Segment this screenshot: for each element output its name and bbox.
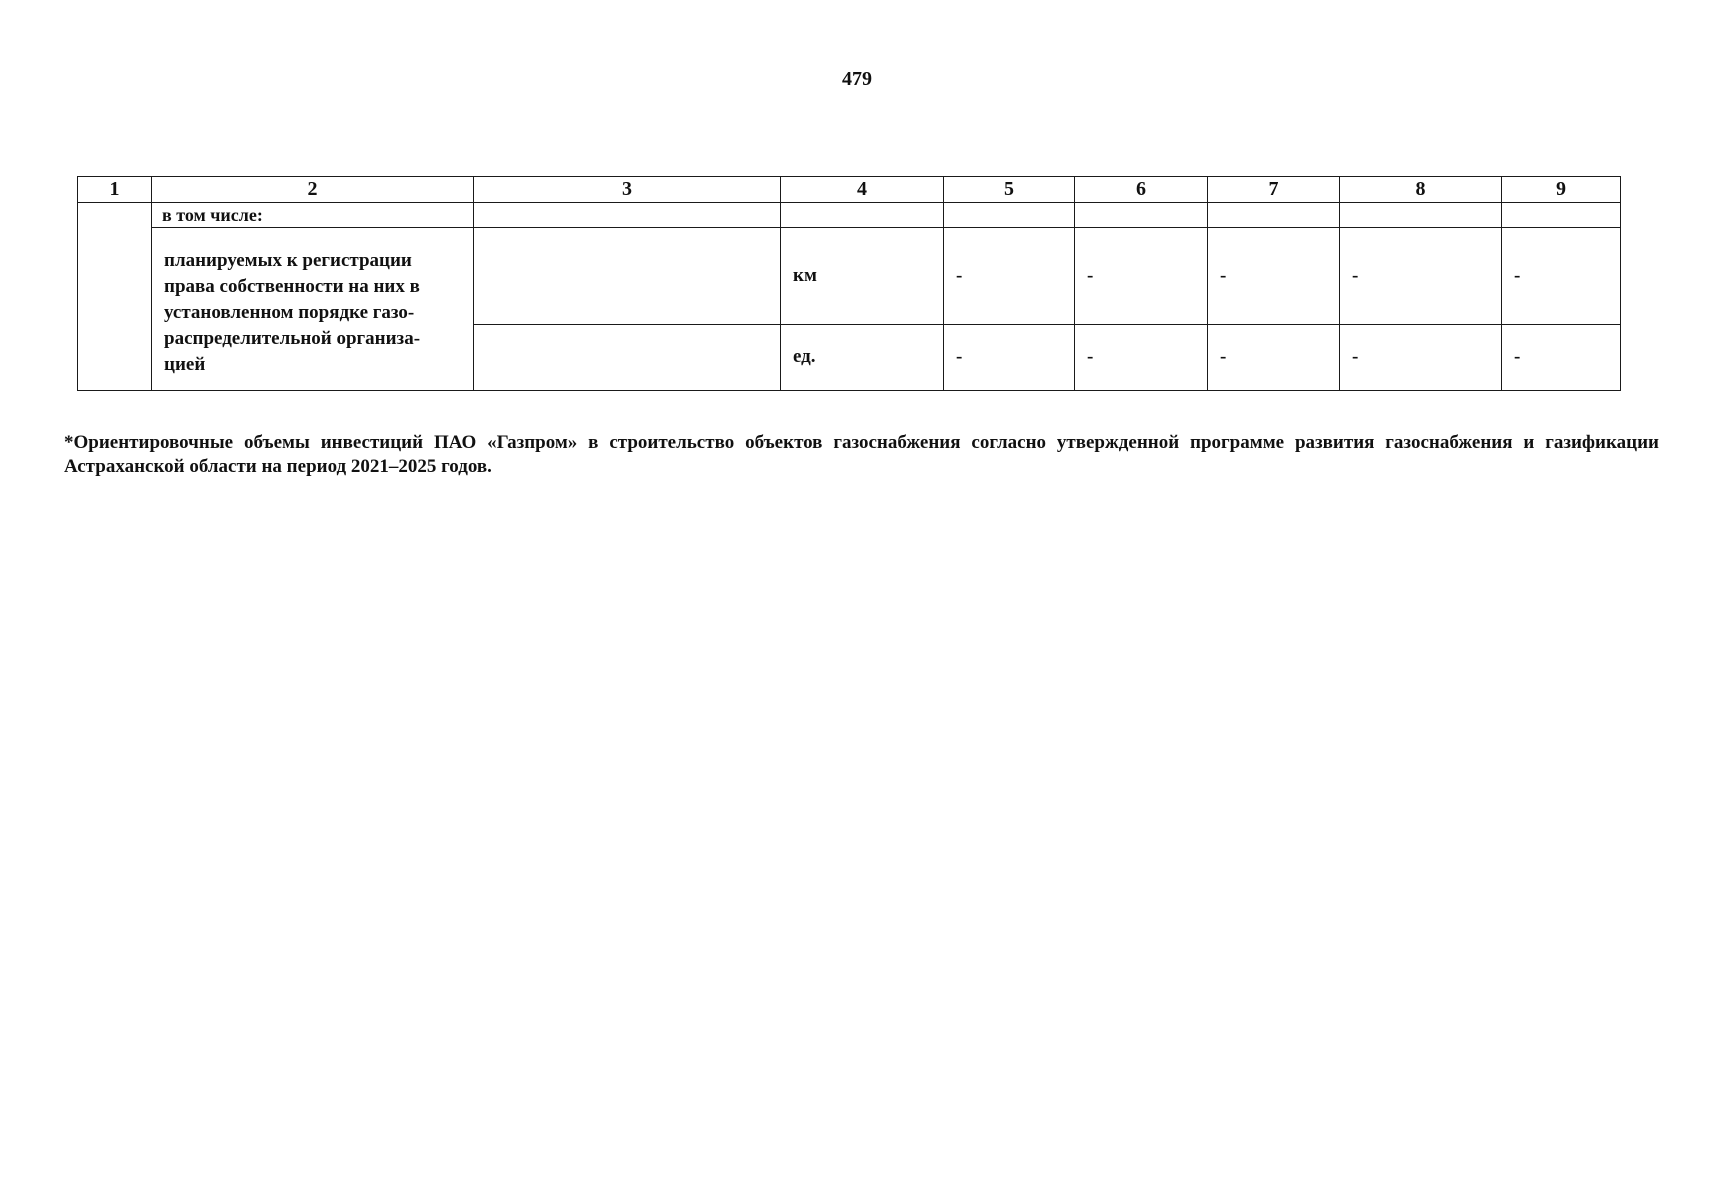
- value-cell: -: [1502, 228, 1621, 325]
- value-cell: -: [1502, 324, 1621, 390]
- value-cell: -: [1075, 324, 1208, 390]
- empty-cell: [944, 203, 1075, 228]
- unit-cell: км: [781, 228, 944, 325]
- empty-cell: [474, 324, 781, 390]
- header-cell-5: 5: [944, 177, 1075, 203]
- header-cell-6: 6: [1075, 177, 1208, 203]
- page-number: 479: [842, 68, 872, 90]
- empty-cell: [474, 228, 781, 325]
- unit-cell: ед.: [781, 324, 944, 390]
- value-cell: -: [944, 324, 1075, 390]
- footnote: *Ориентировочные объемы инвестиций ПАО «Газпром» в строительство объектов газоснабжения согласно утвержденной программе развития газоснабжения и газификации Астраханской области на период 2021–2025 годов.: [64, 432, 1659, 477]
- empty-cell: [474, 203, 781, 228]
- header-cell-1: 1: [78, 177, 152, 203]
- header-cell-3: 3: [474, 177, 781, 203]
- empty-cell: [781, 203, 944, 228]
- header-cell-2: 2: [152, 177, 474, 203]
- value-cell: -: [1340, 324, 1502, 390]
- value-cell: -: [1208, 324, 1340, 390]
- empty-cell: [1208, 203, 1340, 228]
- header-cell-7: 7: [1208, 177, 1340, 203]
- value-cell: -: [1075, 228, 1208, 325]
- description-cell: планируемых к регистрации права собственности на них в установленном порядке газо-распределительной организа-цией: [152, 228, 474, 391]
- empty-cell: [1502, 203, 1621, 228]
- table-header-row: [78, 177, 1621, 203]
- empty-cell: [1340, 203, 1502, 228]
- header-cell-9: 9: [1502, 177, 1621, 203]
- data-table: [77, 176, 1621, 391]
- header-cell-4: 4: [781, 177, 944, 203]
- table-row-subheading: [78, 203, 1621, 228]
- value-cell: -: [1208, 228, 1340, 325]
- empty-cell: [1075, 203, 1208, 228]
- value-cell: -: [1340, 228, 1502, 325]
- header-cell-8: 8: [1340, 177, 1502, 203]
- row-number-cell: [78, 203, 152, 391]
- subheading-cell: в том числе:: [152, 203, 474, 228]
- value-cell: -: [944, 228, 1075, 325]
- table-row-km: [78, 228, 1621, 325]
